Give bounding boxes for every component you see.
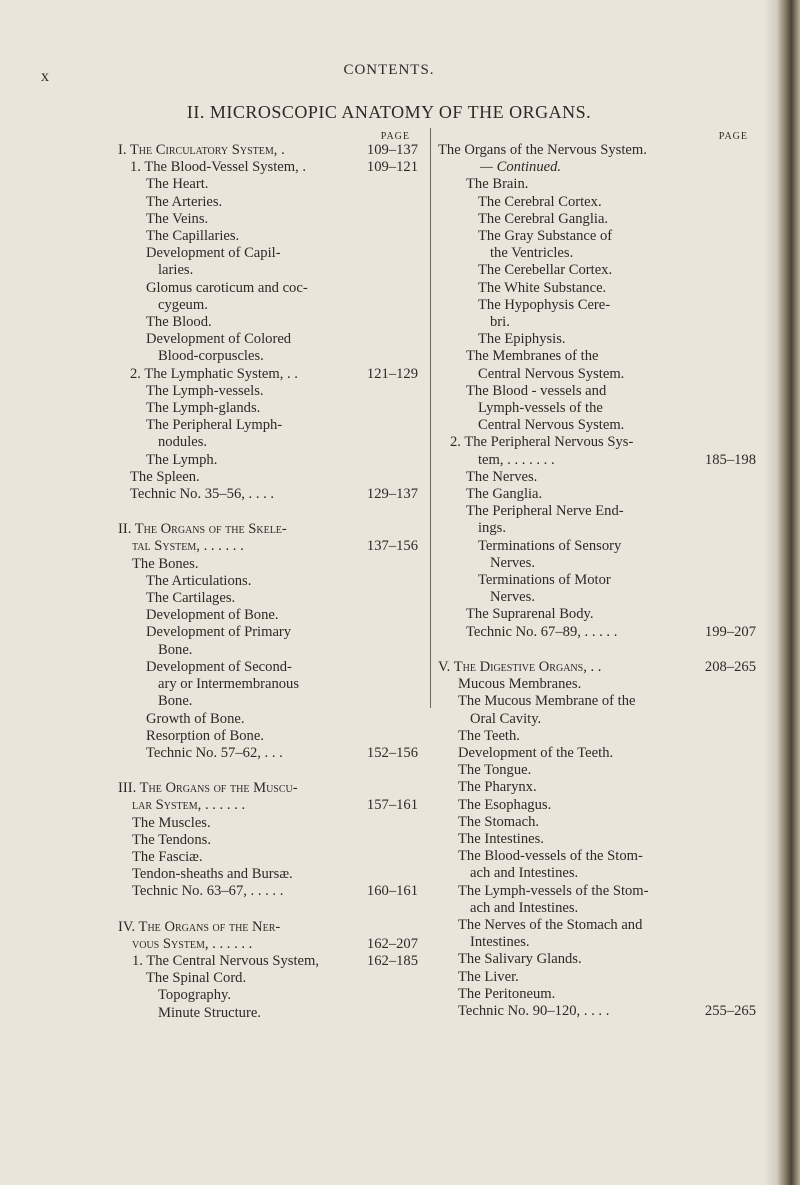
toc-entry-title: The Spinal Cord. [146, 970, 247, 987]
toc-entry [438, 883, 756, 900]
toc-entry-title: Minute Structure. [158, 1004, 261, 1021]
toc-entry [438, 951, 756, 968]
toc-entry [438, 572, 756, 589]
toc-entry [118, 832, 418, 849]
toc-entry-title: Nerves. [490, 554, 535, 571]
toc-entry [118, 176, 418, 193]
toc-entry-title: The Lymph-glands. [146, 400, 261, 417]
toc-entry-title: The Suprarenal Body. [466, 606, 594, 623]
toc-entry [118, 383, 418, 400]
toc-entry [438, 452, 756, 469]
toc-entry-pages: 129–137 [366, 486, 418, 503]
toc-entry [438, 400, 756, 417]
toc-entry [438, 159, 756, 176]
toc-entry-pages: 160–161 [366, 883, 418, 900]
toc-entry [118, 486, 418, 503]
toc-entry-pages: 152–156 [366, 744, 418, 761]
toc-entry-title: Resorption of Bone. [146, 727, 264, 744]
toc-entry [438, 728, 756, 745]
toc-entry [438, 606, 756, 623]
toc-entry-title: tal System, . . . . . . [132, 538, 244, 555]
toc-entry-title: cygeum. [158, 296, 208, 313]
toc-entry-title: Bone. [158, 693, 193, 710]
toc-entry [118, 211, 418, 228]
toc-entry-title: Mucous Membranes. [458, 676, 582, 693]
toc-entry-title: The Brain. [466, 176, 529, 193]
toc-entry [118, 452, 418, 469]
toc-entry [118, 262, 418, 279]
toc-entry [118, 245, 418, 262]
toc-entry [118, 849, 418, 866]
toc-entry-title: The Epiphysis. [478, 331, 566, 348]
toc-entry-title: Tendon-sheaths and Bursæ. [132, 866, 293, 883]
toc-entry [438, 624, 756, 641]
toc-entry [438, 142, 756, 159]
toc-entry-title: The Peritoneum. [458, 985, 556, 1002]
toc-entry-title: The Cerebellar Cortex. [478, 262, 613, 279]
toc-entry-title: bri. [490, 314, 510, 331]
toc-entry-pages: 208–265 [704, 658, 756, 675]
toc-entry [438, 245, 756, 262]
toc-entry-title: The Membranes of the [466, 348, 599, 365]
toc-entry-title: Central Nervous System. [478, 365, 625, 382]
section-title: II. MICROSCOPIC ANATOMY OF THE ORGANS. [186, 102, 592, 122]
toc-entry [118, 676, 418, 693]
toc-entry-title: The Muscles. [132, 814, 211, 831]
toc-entry-title: The Lymph-vessels. [146, 382, 264, 399]
toc-entry-title: Development of Capil- [146, 245, 281, 262]
margin-mark: x [41, 68, 49, 85]
toc-entry-title: The Stomach. [458, 813, 540, 830]
toc-entry-title: ings. [478, 520, 506, 537]
toc-entry-title: nodules. [158, 434, 208, 451]
toc-entry-title: Central Nervous System. [478, 417, 625, 434]
toc-entry [118, 711, 418, 728]
toc-entry-title: Technic No. 57–62, . . . [146, 744, 283, 761]
toc-entry-title: Development of Primary [146, 624, 292, 641]
toc-entry [118, 521, 418, 538]
toc-entry [438, 383, 756, 400]
toc-entry-title: Topography. [158, 987, 232, 1004]
toc-entry-title: Blood-corpuscles. [158, 348, 264, 365]
toc-entry [118, 728, 418, 745]
toc-entry [438, 762, 756, 779]
toc-entry [438, 797, 756, 814]
toc-entry-title: The Pharynx. [458, 779, 537, 796]
toc-entry-title: II. The Organs of the Skele- [118, 521, 287, 538]
toc-entry-title: The Veins. [146, 210, 209, 227]
toc-entry [118, 400, 418, 417]
toc-entry [438, 917, 756, 934]
toc-entry [118, 659, 418, 676]
toc-entry [118, 815, 418, 832]
toc-entry [438, 693, 756, 710]
toc-entry [438, 676, 756, 693]
toc-entry-title: tem, . . . . . . . [478, 451, 555, 468]
toc-entry [118, 142, 418, 159]
toc-entry [438, 711, 756, 728]
toc-entry-title: The Blood. [146, 314, 212, 331]
toc-entry [118, 642, 418, 659]
toc-entry-title: Glomus caroticum and coc- [146, 279, 308, 296]
toc-entry-pages: 162–207 [366, 935, 418, 952]
toc-entry [118, 866, 418, 883]
toc-entry-title: Oral Cavity. [470, 710, 542, 727]
toc-entry-title: Terminations of Sensory [478, 537, 622, 554]
entry-gap [118, 503, 418, 521]
toc-entry [118, 434, 418, 451]
toc-entry-title: The Bones. [132, 555, 199, 572]
toc-entry-pages: 199–207 [704, 623, 756, 640]
toc-entry [438, 589, 756, 606]
toc-entry [438, 900, 756, 917]
toc-entry-title: III. The Organs of the Muscu- [118, 780, 298, 797]
toc-entry-title: Technic No. 35–56, . . . . [130, 486, 275, 503]
toc-entry [438, 228, 756, 245]
column-divider [430, 128, 431, 708]
toc-entry-title: The Peripheral Nerve End- [466, 503, 624, 520]
toc-entry-title: IV. The Organs of the Ner- [118, 918, 281, 935]
toc-entry-title: Development of Colored [146, 331, 292, 348]
toc-entry [118, 556, 418, 573]
toc-entry [438, 969, 756, 986]
running-header: CONTENTS. [343, 62, 435, 78]
toc-entry-title: The Teeth. [458, 727, 520, 744]
toc-entry [118, 280, 418, 297]
toc-entry [438, 469, 756, 486]
toc-entry [118, 1005, 418, 1022]
toc-entry-title: laries. [158, 262, 194, 279]
toc-entry [118, 469, 418, 486]
toc-entry-title: The Nerves of the Stomach and [458, 916, 643, 933]
toc-entry-title: The Peripheral Lymph- [146, 417, 283, 434]
toc-entry [438, 779, 756, 796]
toc-entry-title: 2. The Lymphatic System, . . [130, 365, 298, 382]
toc-entry-title: The Intestines. [458, 830, 544, 847]
toc-entry-pages: 157–161 [366, 797, 418, 814]
toc-entry-title: The Articulations. [146, 572, 252, 589]
toc-entry [118, 159, 418, 176]
toc-entry [438, 486, 756, 503]
left-column [118, 128, 418, 1022]
toc-entry [438, 520, 756, 537]
entry-gap [118, 901, 418, 919]
toc-entry-title: 1. The Blood-Vessel System, . [130, 159, 307, 176]
toc-entry-title: The Cartilages. [146, 590, 236, 607]
toc-entry [438, 831, 756, 848]
toc-entry-title: Growth of Bone. [146, 710, 245, 727]
entry-gap [438, 641, 756, 659]
toc-entry [118, 970, 418, 987]
right-column [438, 128, 756, 1020]
toc-entry [438, 555, 756, 572]
toc-entry [118, 919, 418, 936]
toc-entry-title: the Ventricles. [490, 245, 574, 262]
toc-entry-title: Development of Bone. [146, 607, 279, 624]
toc-entry-title: The Esophagus. [458, 796, 552, 813]
toc-entry [438, 280, 756, 297]
toc-entry-title: ach and Intestines. [470, 899, 579, 916]
toc-entry [118, 331, 418, 348]
toc-entry-title: The Tendons. [132, 831, 211, 848]
toc-entry [438, 417, 756, 434]
toc-entry [118, 417, 418, 434]
toc-entry [118, 624, 418, 641]
toc-entry-title: 1. The Central Nervous System, [132, 952, 319, 969]
toc-entry [118, 936, 418, 953]
toc-entry-title: The Arteries. [146, 193, 223, 210]
toc-entry-title: The Nerves. [466, 468, 538, 485]
toc-entry-title: The White Substance. [478, 279, 607, 296]
toc-entry-title: I. The Circulatory System, . [118, 142, 285, 158]
toc-entry [438, 297, 756, 314]
toc-entry [438, 1003, 756, 1020]
toc-entry [438, 366, 756, 383]
toc-entry-title: The Lymph. [146, 451, 218, 468]
toc-entry-title: Technic No. 63–67, . . . . . [132, 883, 284, 900]
entry-gap [118, 762, 418, 780]
toc-entry [438, 314, 756, 331]
toc-entry [438, 194, 756, 211]
toc-entry [118, 607, 418, 624]
page-edge-shadow [764, 0, 778, 1185]
toc-entry-title: The Organs of the Nervous System. [438, 142, 647, 158]
toc-entry [438, 348, 756, 365]
toc-entry-pages: 162–185 [366, 952, 418, 969]
toc-entry [118, 987, 418, 1004]
toc-entry [438, 262, 756, 279]
toc-entry-title: The Lymph-vessels of the Stom- [458, 882, 649, 899]
toc-entry-title: The Ganglia. [466, 486, 543, 503]
toc-entry-pages: 185–198 [704, 451, 756, 468]
toc-entry-title: The Mucous Membrane of the [458, 693, 636, 710]
toc-entry [118, 573, 418, 590]
toc-entry-title: The Liver. [458, 968, 519, 985]
toc-entry [118, 297, 418, 314]
toc-entry [438, 176, 756, 193]
toc-entry-title: Terminations of Motor [478, 572, 611, 589]
right-page-label: PAGE [718, 131, 748, 142]
toc-entry [438, 934, 756, 951]
toc-entry [438, 814, 756, 831]
toc-entry [118, 883, 418, 900]
toc-entry [118, 745, 418, 762]
toc-entry-title: Development of Second- [146, 658, 292, 675]
toc-entry [118, 366, 418, 383]
toc-entry-pages: 137–156 [366, 538, 418, 555]
toc-entry [118, 693, 418, 710]
left-page-label: PAGE [380, 131, 410, 142]
toc-entry [438, 538, 756, 555]
toc-entry-pages: 109–121 [366, 159, 418, 176]
toc-entry-title: Nerves. [490, 589, 535, 606]
toc-entry [438, 865, 756, 882]
toc-entry-title: Technic No. 90–120, . . . . [458, 1002, 610, 1019]
toc-entry-title: Bone. [158, 641, 193, 658]
toc-entry-title: The Cerebral Ganglia. [478, 210, 609, 227]
toc-entry [438, 745, 756, 762]
toc-entry-title: The Salivary Glands. [458, 951, 582, 968]
toc-entry [438, 211, 756, 228]
toc-entry-title: The Spleen. [130, 468, 200, 485]
toc-entry [118, 953, 418, 970]
toc-entry-title: V. The Digestive Organs, . . [438, 658, 602, 675]
toc-entry-title: 2. The Peripheral Nervous Sys- [450, 434, 634, 451]
toc-entry-title: Lymph-vessels of the [478, 400, 603, 417]
toc-entry [438, 331, 756, 348]
toc-entry-title: Technic No. 67–89, . . . . . [466, 623, 618, 640]
toc-entry [438, 659, 756, 676]
toc-entry-title: The Heart. [146, 176, 209, 193]
toc-entry [438, 986, 756, 1003]
toc-entry-title: lar System, . . . . . . [132, 797, 246, 814]
toc-entry [118, 797, 418, 814]
toc-entry-pages: 109–137 [366, 142, 418, 158]
toc-entry-title: The Tongue. [458, 762, 532, 779]
toc-entry-title: The Fasciæ. [132, 848, 203, 865]
toc-entry-title: The Capillaries. [146, 228, 240, 245]
toc-entry-title: vous System, . . . . . . [132, 935, 253, 952]
toc-entry-pages: 121–129 [366, 365, 418, 382]
toc-entry [118, 590, 418, 607]
toc-entry [118, 314, 418, 331]
toc-entry-title: ach and Intestines. [470, 865, 579, 882]
book-edge [778, 0, 800, 1185]
toc-entry-title: The Gray Substance of [478, 228, 613, 245]
toc-entry-title: Development of the Teeth. [458, 744, 614, 761]
toc-entry [118, 228, 418, 245]
toc-entry [118, 348, 418, 365]
toc-entry-title: — Continued. [480, 159, 562, 176]
toc-entry-title: The Hypophysis Cere- [478, 296, 611, 313]
toc-entry [438, 848, 756, 865]
toc-entry [438, 434, 756, 451]
toc-entry-title: The Cerebral Cortex. [478, 193, 602, 210]
toc-entry-title: Intestines. [470, 934, 530, 951]
toc-entry [118, 538, 418, 555]
toc-entry-title: ary or Intermembranous [158, 676, 300, 693]
toc-entry [438, 503, 756, 520]
toc-entry-title: The Blood-vessels of the Stom- [458, 848, 643, 865]
toc-entry [118, 780, 418, 797]
toc-entry [118, 194, 418, 211]
toc-entry-pages: 255–265 [704, 1002, 756, 1019]
toc-entry-title: The Blood - vessels and [466, 382, 607, 399]
